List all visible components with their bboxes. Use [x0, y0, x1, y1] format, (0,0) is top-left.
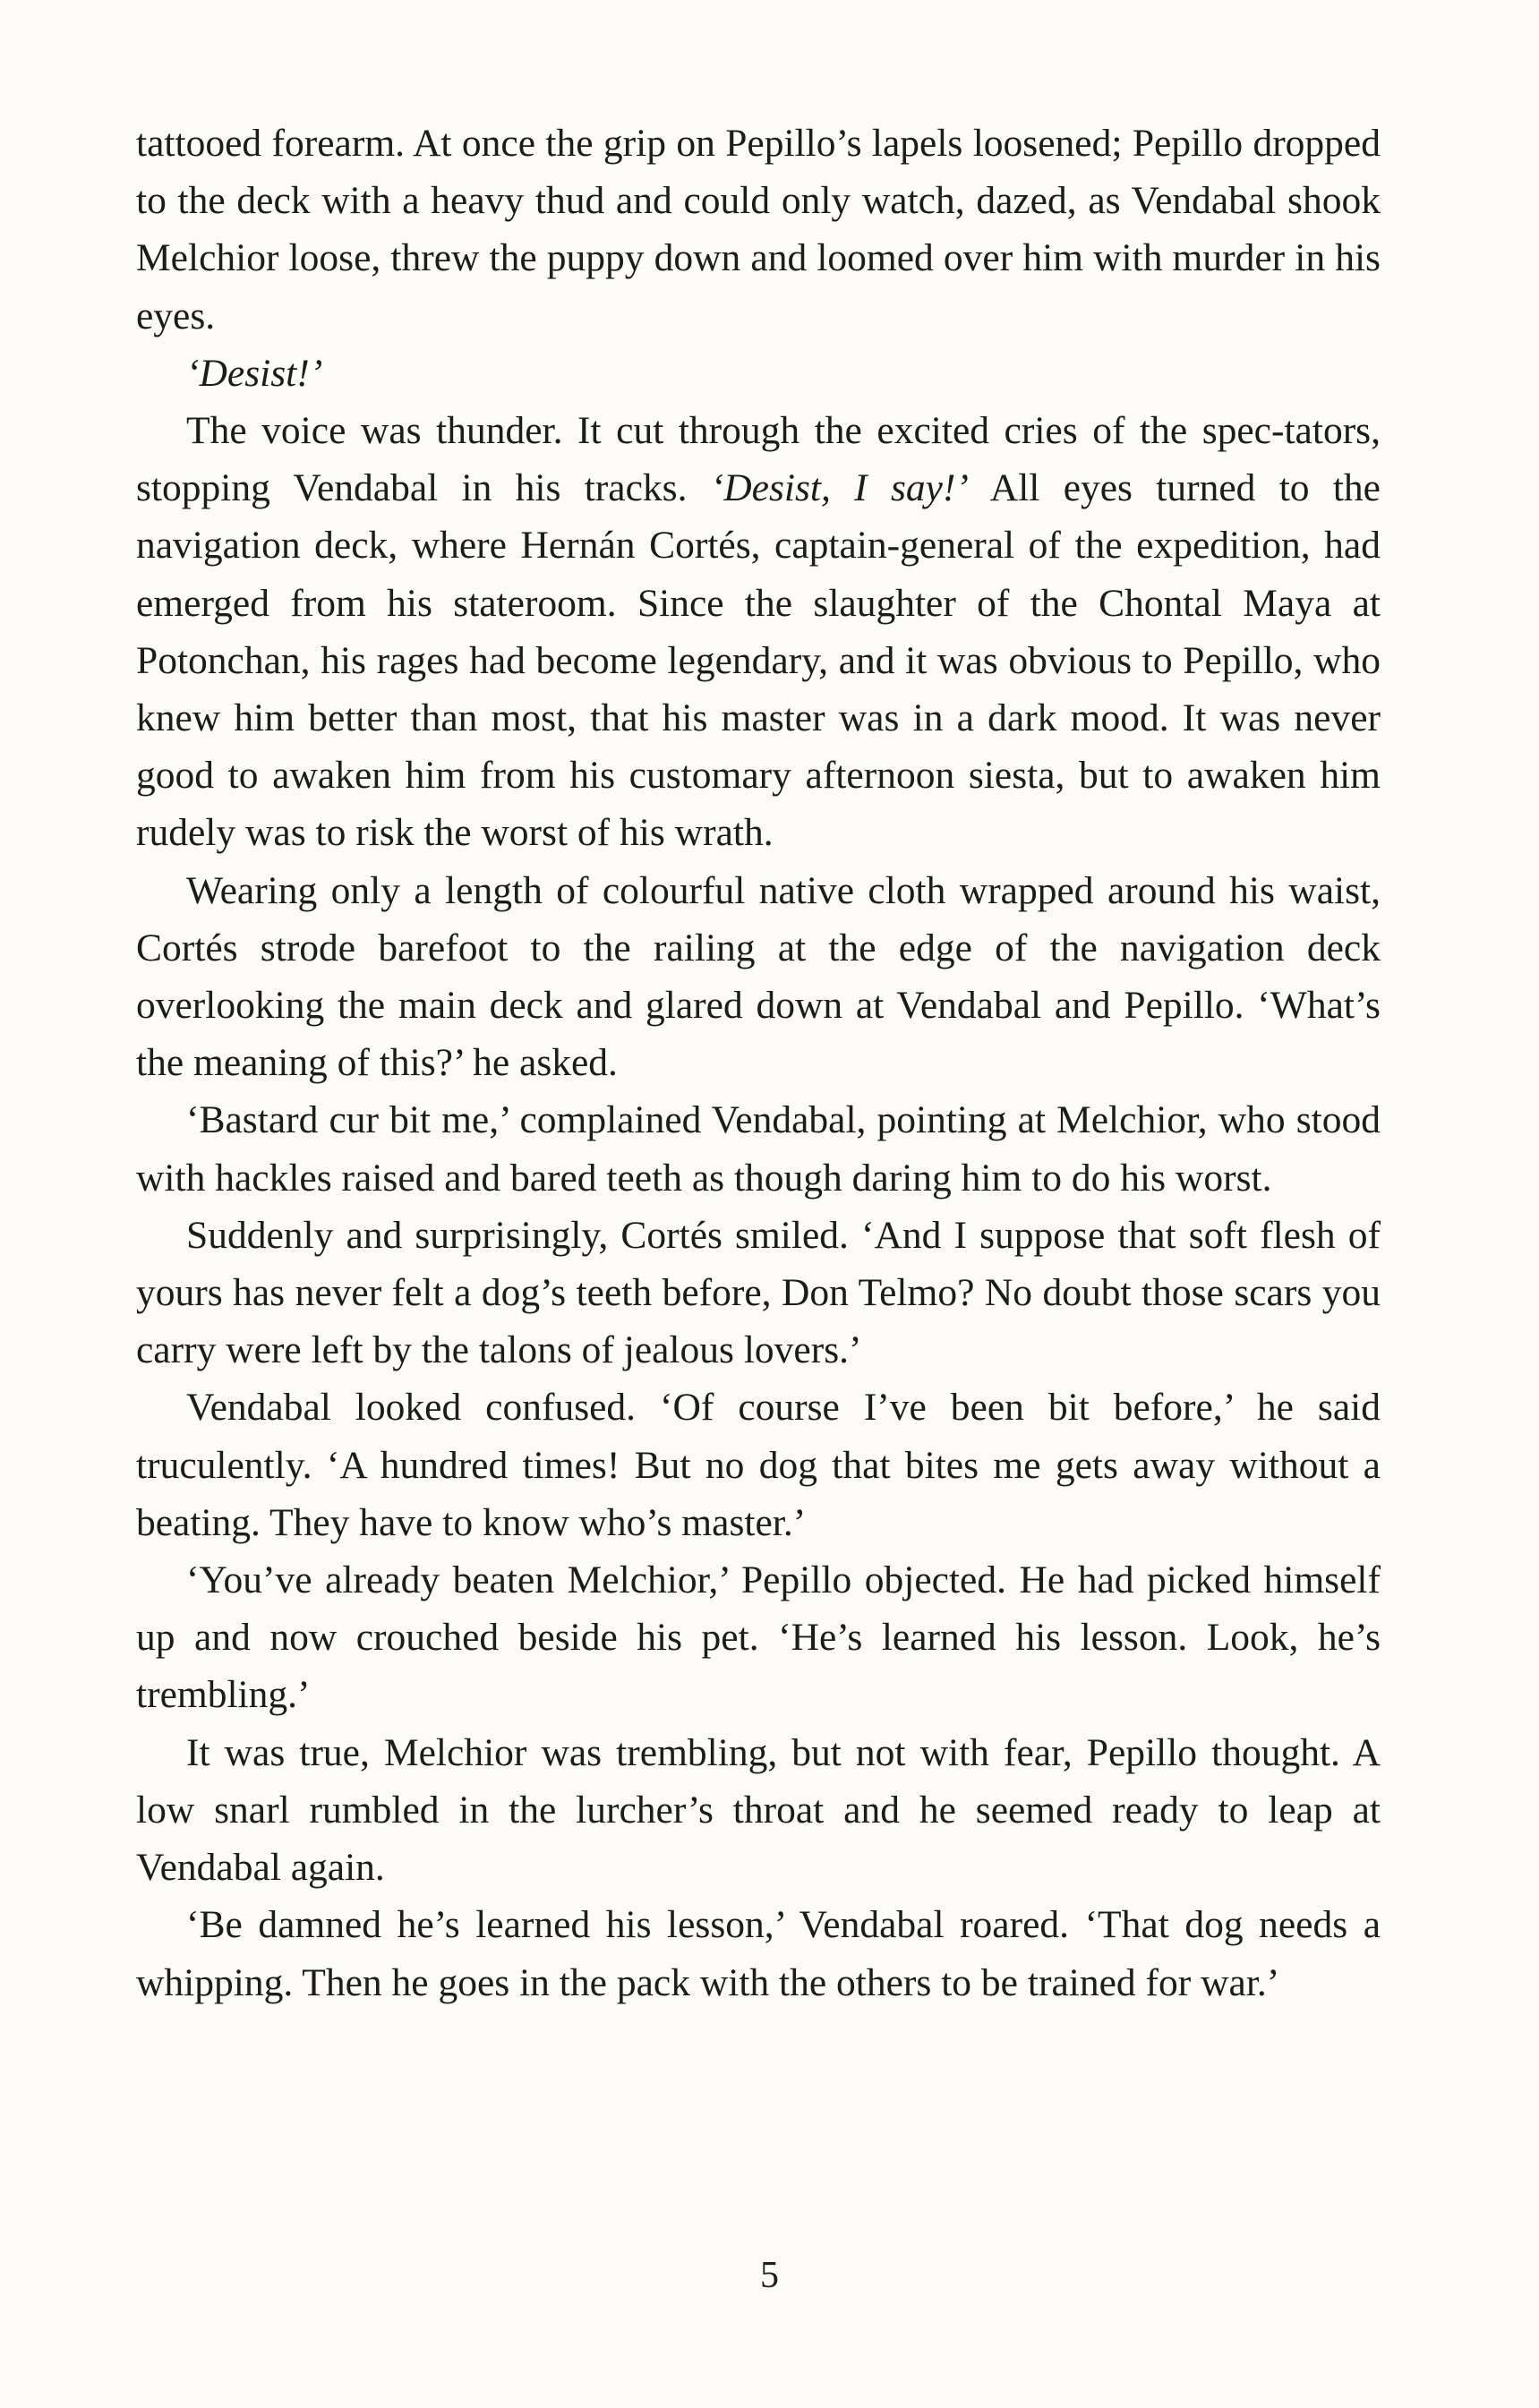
paragraph-3-part-c: All eyes turned to the navigation deck, where Hernán Cortés, captain-general of the expedition, had emerged from his stateroom. Since the slaughter of the Chontal Maya at Potonchan, his rages had become legendary, and it was obvious to Pepillo, who knew him better than most, that his master was in a dark mood. It was never good to awaken him from his customary afternoon siesta, but to awaken him rudely was to risk the worst of his wrath.	[136, 466, 1381, 855]
paragraph-1: tattooed forearm. At once the grip on Pepillo’s lapels loosened; Pepillo dropped to the deck with a heavy thud and could only watch, dazed, as Vendabal shook Melchior loose, threw the puppy down and loomed over him with murder in his eyes.	[136, 122, 1381, 337]
paragraph-5: ‘Bastard cur bit me,’ complained Vendabal, pointing at Melchior, who stood with hackles raised and bared teeth as though daring him to do his worst.	[136, 1098, 1381, 1200]
paragraph-8: ‘You’ve already beaten Melchior,’ Pepillo objected. He had picked himself up and now crouched beside his pet. ‘He’s learned his lesson. Look, he’s trembling.’	[136, 1558, 1381, 1717]
paragraph-4: Wearing only a length of colourful native cloth wrapped around his waist, Cortés strode barefoot to the railing at the edge of the navigation deck overlooking the main deck and glared down at Vendabal and Pepillo. ‘What’s the meaning of this?’ he asked.	[136, 868, 1381, 1085]
page-number: 5	[760, 2255, 779, 2296]
desist-i-say: ‘Desist, I say!’	[710, 466, 969, 510]
paragraph-3-part-a: The voice was thunder. It cut through the excited cries of the spec-tators, stopping Vendabal in his tracks.	[136, 409, 1381, 510]
paragraph-9: It was true, Melchior was trembling, but not with fear, Pepillo thought. A low snarl rumbled in the lurcher’s throat and he seemed ready to leap at Vendabal again.	[136, 1730, 1381, 1890]
paragraph-10: ‘Be damned he’s learned his lesson,’ Vendabal roared. ‘That dog needs a whipping. Then he goes in the pack with the others to be trained for war.’	[136, 1903, 1381, 2004]
paragraph-3	[136, 402, 1381, 862]
page-body	[136, 115, 1381, 2011]
paragraph-2	[136, 345, 1381, 402]
paragraph-7: Vendabal looked confused. ‘Of course I’ve been bit before,’ he said truculently. ‘A hundred times! But no dog that bites me gets away without a beating. They have to know who’s master.’	[136, 1386, 1381, 1544]
desist-exclamation: ‘Desist!’	[186, 351, 323, 395]
paragraph-6: Suddenly and surprisingly, Cortés smiled. ‘And I suppose that soft flesh of yours has never felt a dog’s teeth before, Don Telmo? No doubt those scars you carry were left by the talons of jealous lovers.’	[136, 1213, 1381, 1372]
